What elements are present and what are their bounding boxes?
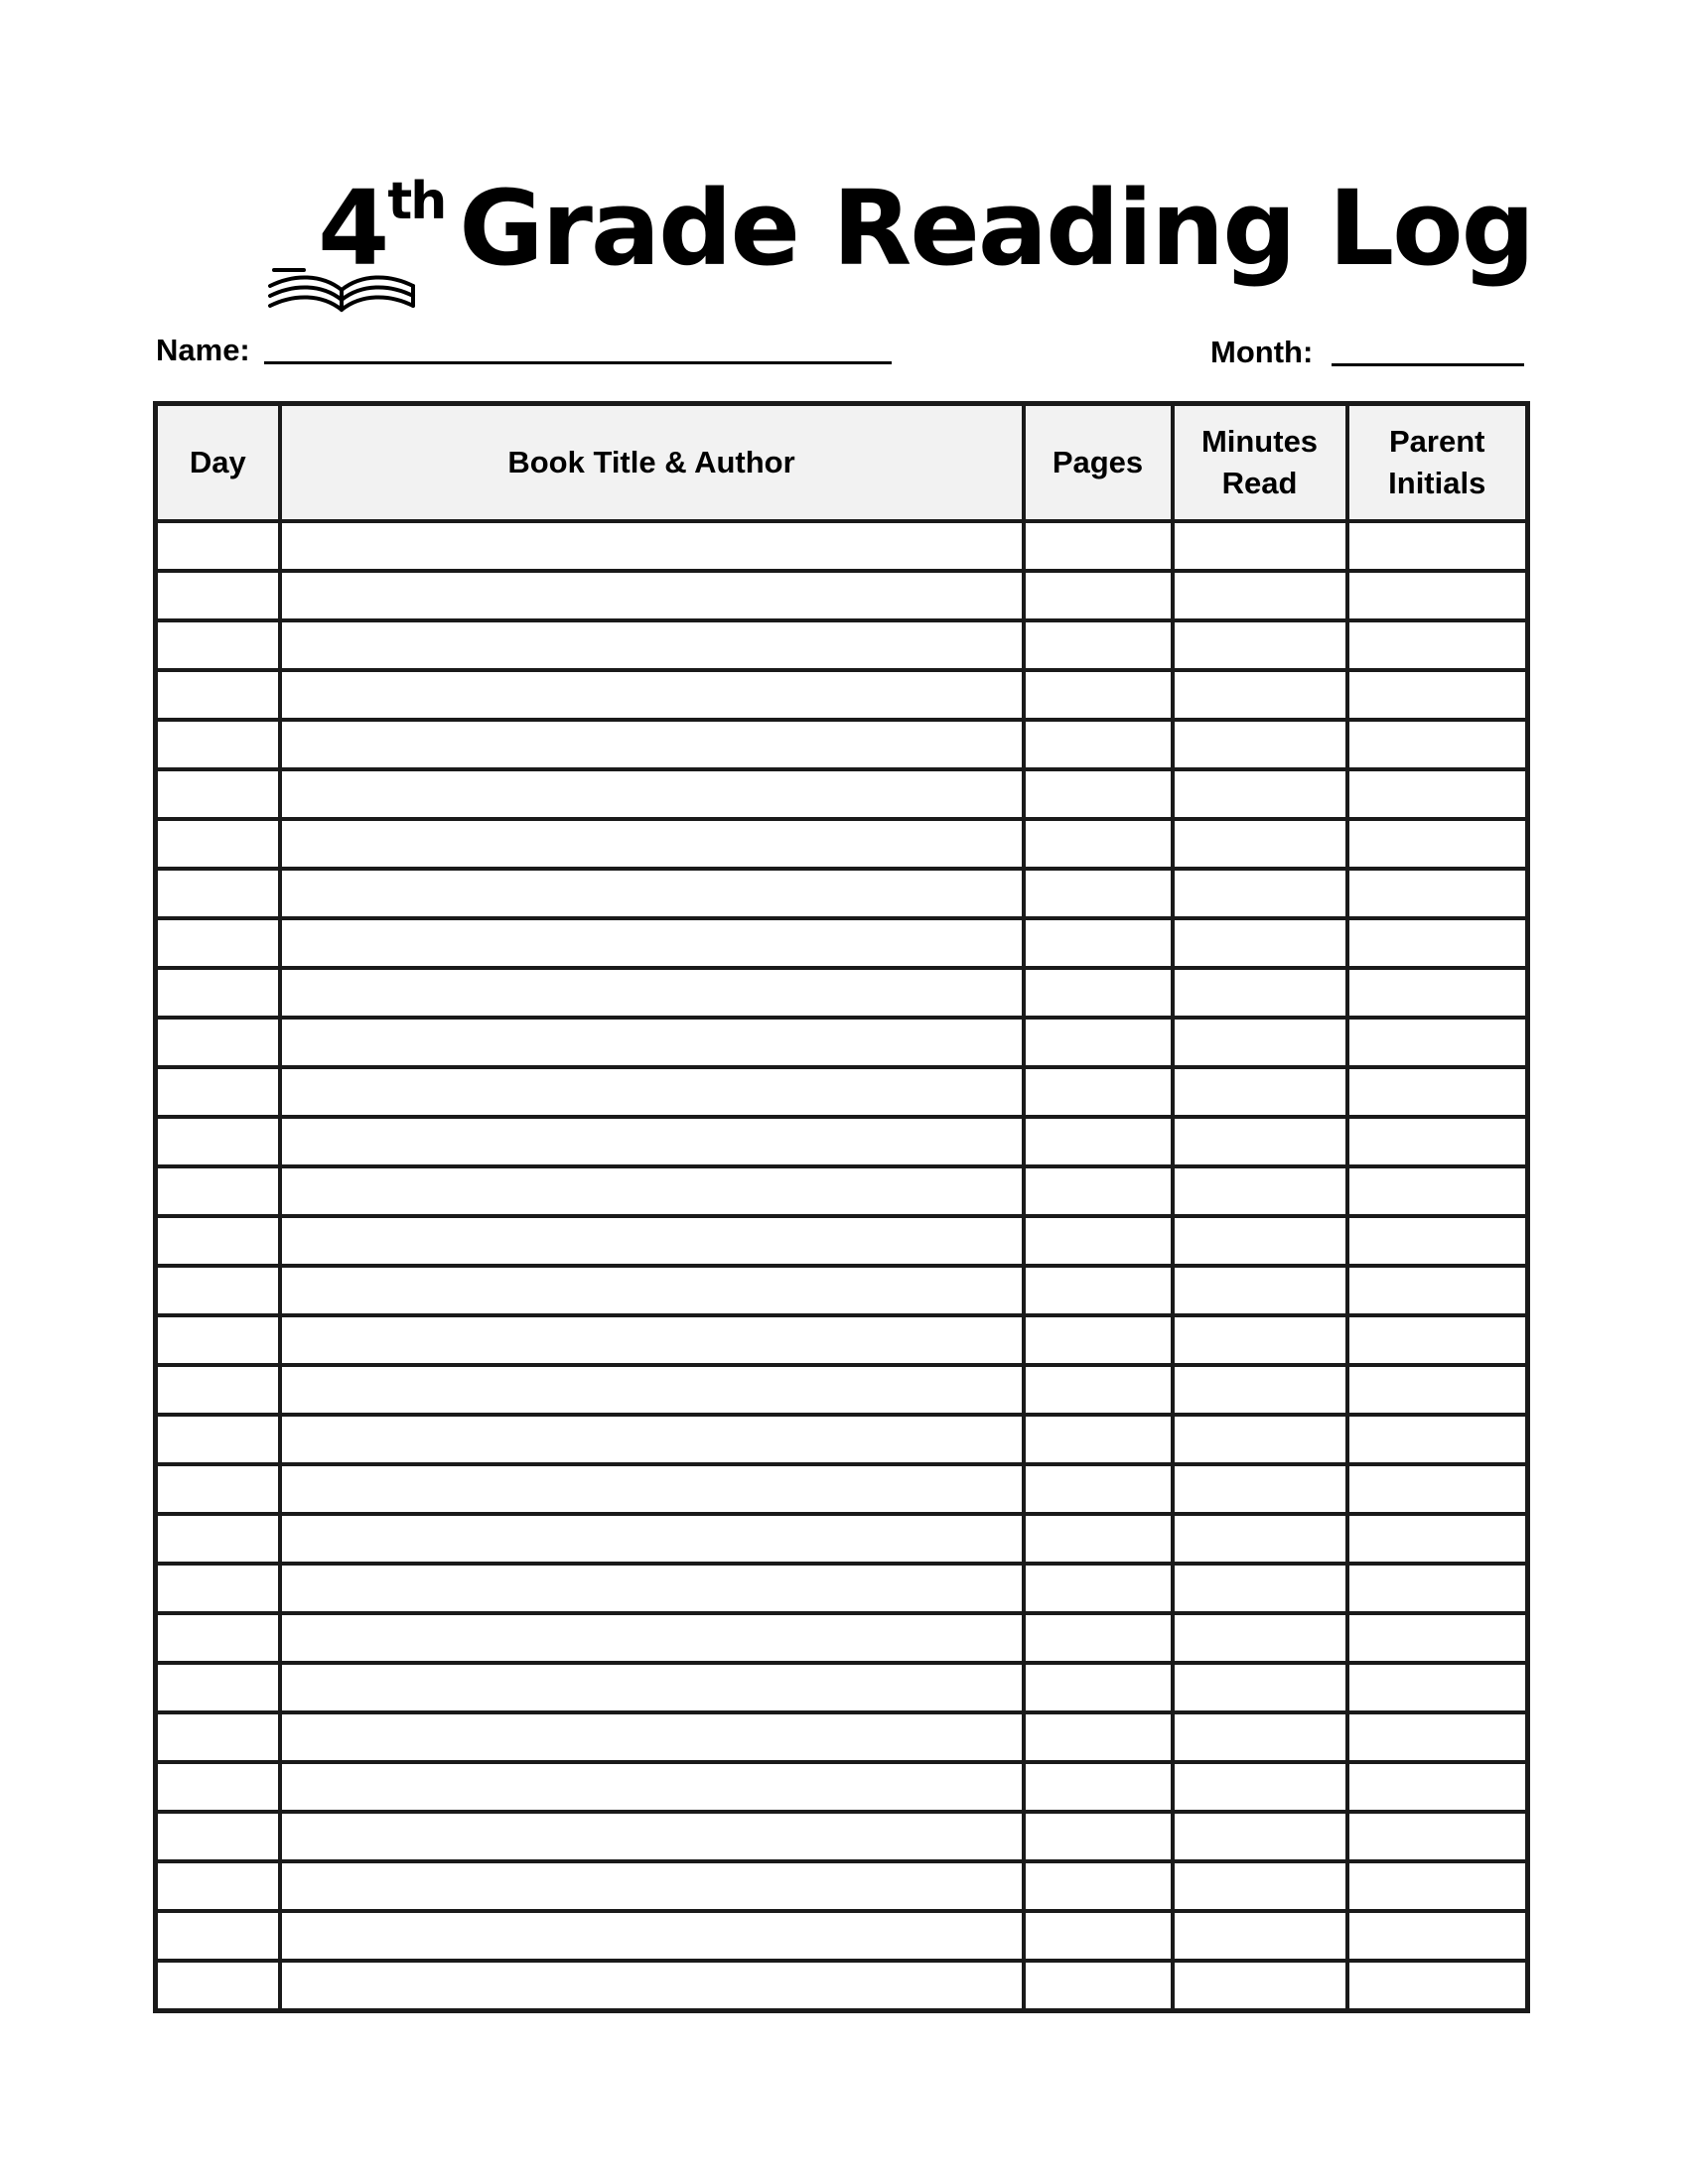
- minutes-cell[interactable]: [1173, 521, 1347, 571]
- initials-cell[interactable]: [1347, 1812, 1528, 1861]
- month-field[interactable]: [1332, 363, 1524, 366]
- table-row: [156, 521, 1528, 571]
- table-row: [156, 1861, 1528, 1911]
- table-row: [156, 769, 1528, 819]
- pages-cell[interactable]: [1024, 918, 1173, 968]
- initials-cell[interactable]: [1347, 670, 1528, 720]
- day-cell[interactable]: [156, 620, 280, 670]
- book-cell[interactable]: [280, 1564, 1024, 1613]
- minutes-cell[interactable]: [1173, 1266, 1347, 1315]
- table-header-row: [156, 404, 1528, 522]
- minutes-cell[interactable]: [1173, 918, 1347, 968]
- pages-cell[interactable]: [1024, 1564, 1173, 1613]
- table-row: [156, 1613, 1528, 1663]
- minutes-cell[interactable]: [1173, 769, 1347, 819]
- initials-cell[interactable]: [1347, 869, 1528, 918]
- minutes-cell[interactable]: [1173, 571, 1347, 620]
- book-cell[interactable]: [280, 1613, 1024, 1663]
- column-header-minutes: Minutes Read: [1173, 404, 1347, 522]
- pages-cell[interactable]: [1024, 521, 1173, 571]
- book-cell[interactable]: [280, 1365, 1024, 1415]
- pages-cell[interactable]: [1024, 1117, 1173, 1166]
- table-row: [156, 968, 1528, 1018]
- initials-cell[interactable]: [1347, 769, 1528, 819]
- table-row: [156, 1712, 1528, 1762]
- day-cell[interactable]: [156, 769, 280, 819]
- pages-cell[interactable]: [1024, 1315, 1173, 1365]
- day-cell[interactable]: [156, 869, 280, 918]
- book-cell[interactable]: [280, 1018, 1024, 1067]
- book-cell[interactable]: [280, 1961, 1024, 2011]
- day-cell[interactable]: [156, 1961, 280, 2011]
- column-header-day: Day: [156, 404, 280, 522]
- initials-cell[interactable]: [1347, 1762, 1528, 1812]
- minutes-cell[interactable]: [1173, 819, 1347, 869]
- initials-cell[interactable]: [1347, 1365, 1528, 1415]
- initials-cell[interactable]: [1347, 1018, 1528, 1067]
- book-cell[interactable]: [280, 1464, 1024, 1514]
- minutes-cell[interactable]: [1173, 1911, 1347, 1961]
- book-cell[interactable]: [280, 1911, 1024, 1961]
- pages-cell[interactable]: [1024, 1812, 1173, 1861]
- title-text: [318, 169, 1533, 307]
- table-row: [156, 1812, 1528, 1861]
- book-cell[interactable]: [280, 620, 1024, 670]
- grade-suffix: th: [387, 172, 446, 231]
- table-row: [156, 620, 1528, 670]
- book-cell[interactable]: [280, 1166, 1024, 1216]
- book-cell[interactable]: [280, 1266, 1024, 1315]
- pages-cell[interactable]: [1024, 968, 1173, 1018]
- grade-number: 4: [318, 168, 388, 289]
- day-cell[interactable]: [156, 819, 280, 869]
- minutes-cell[interactable]: [1173, 1464, 1347, 1514]
- day-cell[interactable]: [156, 720, 280, 769]
- table-body: [156, 521, 1528, 2011]
- minutes-cell[interactable]: [1173, 1961, 1347, 2011]
- day-cell[interactable]: [156, 918, 280, 968]
- day-cell[interactable]: [156, 1166, 280, 1216]
- minutes-cell[interactable]: [1173, 1663, 1347, 1712]
- book-cell[interactable]: [280, 1415, 1024, 1464]
- day-cell[interactable]: [156, 1315, 280, 1365]
- minutes-cell[interactable]: [1173, 670, 1347, 720]
- pages-cell[interactable]: [1024, 1961, 1173, 2011]
- day-cell[interactable]: [156, 1266, 280, 1315]
- initials-cell[interactable]: [1347, 1564, 1528, 1613]
- table-row: [156, 571, 1528, 620]
- month-label: Month:: [1210, 335, 1314, 369]
- day-cell[interactable]: [156, 1663, 280, 1712]
- pages-cell[interactable]: [1024, 1365, 1173, 1415]
- column-header-pages: Pages: [1024, 404, 1173, 522]
- pages-cell[interactable]: [1024, 1216, 1173, 1266]
- initials-cell[interactable]: [1347, 1067, 1528, 1117]
- pages-cell[interactable]: [1024, 1861, 1173, 1911]
- minutes-cell[interactable]: [1173, 1018, 1347, 1067]
- pages-cell[interactable]: [1024, 1762, 1173, 1812]
- minutes-cell[interactable]: [1173, 1166, 1347, 1216]
- minutes-cell[interactable]: [1173, 1067, 1347, 1117]
- pages-cell[interactable]: [1024, 1663, 1173, 1712]
- minutes-cell[interactable]: [1173, 1315, 1347, 1365]
- minutes-cell[interactable]: [1173, 1861, 1347, 1911]
- table-row: [156, 869, 1528, 918]
- table-row: [156, 1365, 1528, 1415]
- initials-cell[interactable]: [1347, 620, 1528, 670]
- title-label: Grade Reading Log: [459, 168, 1534, 289]
- page-title: [264, 149, 1534, 328]
- minutes-cell[interactable]: [1173, 1216, 1347, 1266]
- book-cell[interactable]: [280, 1712, 1024, 1762]
- book-cell[interactable]: [280, 1861, 1024, 1911]
- minutes-cell[interactable]: [1173, 869, 1347, 918]
- table-row: [156, 1216, 1528, 1266]
- initials-cell[interactable]: [1347, 720, 1528, 769]
- day-cell[interactable]: [156, 1365, 280, 1415]
- day-cell[interactable]: [156, 1415, 280, 1464]
- table-row: [156, 720, 1528, 769]
- day-cell[interactable]: [156, 1613, 280, 1663]
- initials-cell[interactable]: [1347, 1613, 1528, 1663]
- table-row: [156, 1166, 1528, 1216]
- name-field[interactable]: [264, 361, 892, 364]
- initials-cell[interactable]: [1347, 968, 1528, 1018]
- day-cell[interactable]: [156, 571, 280, 620]
- book-cell[interactable]: [280, 968, 1024, 1018]
- initials-cell[interactable]: [1347, 1961, 1528, 2011]
- pages-cell[interactable]: [1024, 720, 1173, 769]
- table-row: [156, 670, 1528, 720]
- table-row: [156, 1961, 1528, 2011]
- book-cell[interactable]: [280, 1514, 1024, 1564]
- minutes-cell[interactable]: [1173, 1117, 1347, 1166]
- pages-cell[interactable]: [1024, 819, 1173, 869]
- initials-cell[interactable]: [1347, 1415, 1528, 1464]
- table-row: [156, 1067, 1528, 1117]
- pages-cell[interactable]: [1024, 1067, 1173, 1117]
- initials-cell[interactable]: [1347, 1166, 1528, 1216]
- table-row: [156, 1266, 1528, 1315]
- day-cell[interactable]: [156, 1911, 280, 1961]
- initials-cell[interactable]: [1347, 571, 1528, 620]
- book-cell[interactable]: [280, 1812, 1024, 1861]
- day-cell[interactable]: [156, 521, 280, 571]
- book-cell[interactable]: [280, 720, 1024, 769]
- pages-cell[interactable]: [1024, 1514, 1173, 1564]
- day-cell[interactable]: [156, 1861, 280, 1911]
- day-cell[interactable]: [156, 670, 280, 720]
- initials-cell[interactable]: [1347, 1861, 1528, 1911]
- day-cell[interactable]: [156, 1067, 280, 1117]
- pages-cell[interactable]: [1024, 769, 1173, 819]
- book-cell[interactable]: [280, 1216, 1024, 1266]
- minutes-cell[interactable]: [1173, 620, 1347, 670]
- initials-cell[interactable]: [1347, 1117, 1528, 1166]
- book-cell[interactable]: [280, 869, 1024, 918]
- day-cell[interactable]: [156, 1464, 280, 1514]
- minutes-cell[interactable]: [1173, 1564, 1347, 1613]
- table-row: [156, 1117, 1528, 1166]
- table-row: [156, 1762, 1528, 1812]
- initials-cell[interactable]: [1347, 1514, 1528, 1564]
- minutes-cell[interactable]: [1173, 1514, 1347, 1564]
- initials-cell[interactable]: [1347, 521, 1528, 571]
- day-cell[interactable]: [156, 1712, 280, 1762]
- initials-cell[interactable]: [1347, 1315, 1528, 1365]
- initials-cell[interactable]: [1347, 918, 1528, 968]
- name-label: Name:: [156, 333, 250, 367]
- book-cell[interactable]: [280, 521, 1024, 571]
- pages-cell[interactable]: [1024, 1166, 1173, 1216]
- minutes-cell[interactable]: [1173, 1712, 1347, 1762]
- pages-cell[interactable]: [1024, 670, 1173, 720]
- book-cell[interactable]: [280, 1067, 1024, 1117]
- book-cell[interactable]: [280, 1315, 1024, 1365]
- table-row: [156, 1018, 1528, 1067]
- minutes-cell[interactable]: [1173, 968, 1347, 1018]
- initials-cell[interactable]: [1347, 1216, 1528, 1266]
- pages-cell[interactable]: [1024, 571, 1173, 620]
- pages-cell[interactable]: [1024, 1266, 1173, 1315]
- day-cell[interactable]: [156, 1018, 280, 1067]
- day-cell[interactable]: [156, 1762, 280, 1812]
- pages-cell[interactable]: [1024, 620, 1173, 670]
- column-header-initials: Parent Initials: [1347, 404, 1528, 522]
- table-row: [156, 1315, 1528, 1365]
- book-cell[interactable]: [280, 819, 1024, 869]
- table-row: [156, 1564, 1528, 1613]
- minutes-cell[interactable]: [1173, 1415, 1347, 1464]
- initials-cell[interactable]: [1347, 1266, 1528, 1315]
- table-row: [156, 819, 1528, 869]
- initials-cell[interactable]: [1347, 1911, 1528, 1961]
- table-row: [156, 918, 1528, 968]
- pages-cell[interactable]: [1024, 1911, 1173, 1961]
- table-row: [156, 1663, 1528, 1712]
- column-header-book: Book Title & Author: [280, 404, 1024, 522]
- initials-cell[interactable]: [1347, 819, 1528, 869]
- day-cell[interactable]: [156, 1216, 280, 1266]
- pages-cell[interactable]: [1024, 1613, 1173, 1663]
- minutes-cell[interactable]: [1173, 1365, 1347, 1415]
- table-row: [156, 1911, 1528, 1961]
- table-row: [156, 1464, 1528, 1514]
- pages-cell[interactable]: [1024, 1018, 1173, 1067]
- initials-cell[interactable]: [1347, 1464, 1528, 1514]
- day-cell[interactable]: [156, 968, 280, 1018]
- day-cell[interactable]: [156, 1812, 280, 1861]
- initials-cell[interactable]: [1347, 1712, 1528, 1762]
- book-cell[interactable]: [280, 1117, 1024, 1166]
- table-row: [156, 1514, 1528, 1564]
- minutes-cell[interactable]: [1173, 1762, 1347, 1812]
- book-cell[interactable]: [280, 918, 1024, 968]
- pages-cell[interactable]: [1024, 1464, 1173, 1514]
- book-cell[interactable]: [280, 1663, 1024, 1712]
- day-cell[interactable]: [156, 1564, 280, 1613]
- day-cell[interactable]: [156, 1117, 280, 1166]
- day-cell[interactable]: [156, 1514, 280, 1564]
- book-cell[interactable]: [280, 769, 1024, 819]
- initials-cell[interactable]: [1347, 1663, 1528, 1712]
- book-cell[interactable]: [280, 571, 1024, 620]
- pages-cell[interactable]: [1024, 1415, 1173, 1464]
- minutes-cell[interactable]: [1173, 720, 1347, 769]
- minutes-cell[interactable]: [1173, 1812, 1347, 1861]
- pages-cell[interactable]: [1024, 869, 1173, 918]
- book-cell[interactable]: [280, 670, 1024, 720]
- reading-log-table: [153, 401, 1530, 2013]
- table-row: [156, 1415, 1528, 1464]
- book-cell[interactable]: [280, 1762, 1024, 1812]
- minutes-cell[interactable]: [1173, 1613, 1347, 1663]
- pages-cell[interactable]: [1024, 1712, 1173, 1762]
